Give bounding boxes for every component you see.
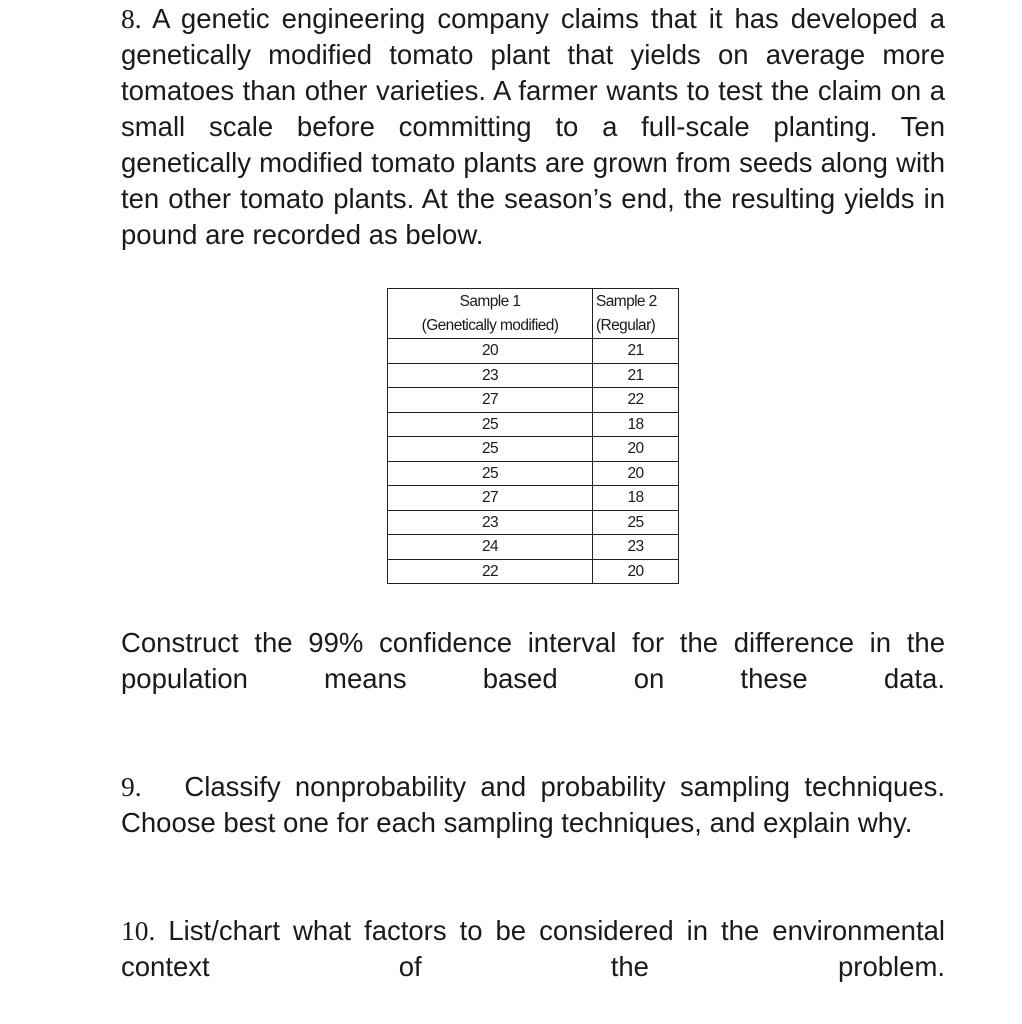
sample-2-cell: 20	[593, 559, 679, 584]
sample-2-cell: 21	[593, 363, 679, 388]
sample-1-cell: 22	[388, 559, 593, 584]
header-sample-1: Sample 1 (Genetically modified)	[388, 289, 593, 339]
sample-1-cell: 27	[388, 486, 593, 511]
tomato-yield-table	[387, 288, 679, 584]
sample-2-cell: 23	[593, 535, 679, 560]
sample-1-cell: 27	[388, 388, 593, 413]
question-8-task: Construct the 99% confidence interval for the difference in the population means based on these data.	[121, 627, 945, 694]
question-9-body: Classify nonprobability and probability sampling techniques. Choose best one for each sampling techniques, and explain why.	[121, 771, 946, 838]
question-9-number: 9.	[121, 771, 142, 802]
sample-1-cell: 23	[388, 510, 593, 535]
question-8-body: A genetic engineering company claims that it has developed a genetically modified tomato plant that yields on average more tomatoes than other varieties. A farmer wants to test the claim on a small scale before committing to a full-scale planting. Ten genetically modified tomato plants are grown from seeds along with ten other tomato plants. At the season’s end, the resulting yields in pound are recorded as below.	[121, 3, 946, 250]
sample-2-cell: 25	[593, 510, 679, 535]
sample-1-cell: 23	[388, 363, 593, 388]
table-row	[388, 339, 679, 364]
table-row	[388, 535, 679, 560]
sample-2-cell: 20	[593, 437, 679, 462]
sample-1-cell: 25	[388, 412, 593, 437]
sample-2-cell: 22	[593, 388, 679, 413]
question-9-text	[121, 769, 945, 841]
table-row	[388, 437, 679, 462]
table-row	[388, 559, 679, 584]
sample-1-cell: 25	[388, 461, 593, 486]
table-row	[388, 461, 679, 486]
question-10-body: List/chart what factors to be considered in the environmental context of the problem.	[121, 915, 946, 982]
table-row	[388, 412, 679, 437]
header-sample-2: Sample 2 (Regular)	[593, 289, 679, 339]
question-10-number: 10.	[121, 915, 156, 946]
table-row	[388, 486, 679, 511]
sample-2-cell: 18	[593, 486, 679, 511]
sample-2-cell: 20	[593, 461, 679, 486]
sample-2-cell: 18	[593, 412, 679, 437]
table-row	[388, 388, 679, 413]
question-8-text	[121, 1, 945, 253]
table-header-row	[388, 289, 679, 339]
table-row	[388, 363, 679, 388]
sample-1-cell: 24	[388, 535, 593, 560]
question-10-text	[121, 913, 945, 985]
question-8-number: 8.	[121, 3, 142, 34]
sample-1-cell: 20	[388, 339, 593, 364]
table-row	[388, 510, 679, 535]
sample-1-cell: 25	[388, 437, 593, 462]
sample-2-cell: 21	[593, 339, 679, 364]
